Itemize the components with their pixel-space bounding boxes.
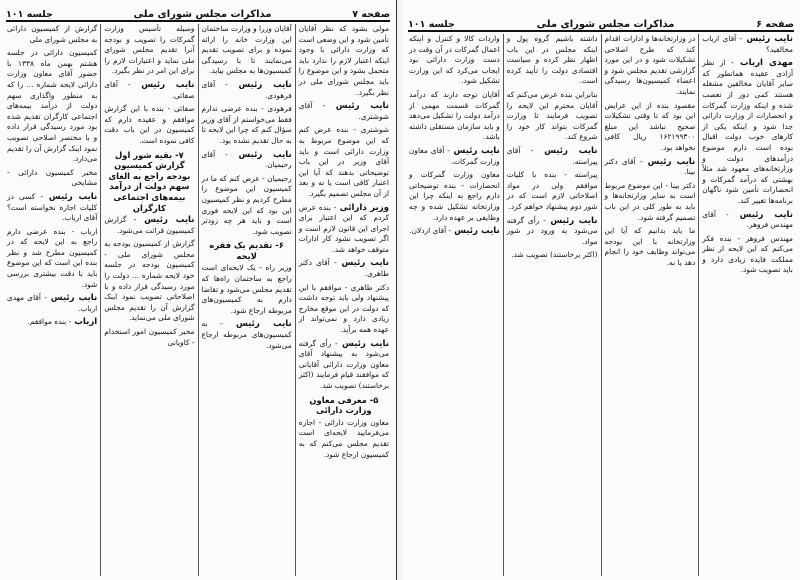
- paragraph-text: - آقای فرهودی.: [201, 79, 292, 100]
- paragraph: [104, 104, 194, 146]
- paragraph-text: شوشتری - بنده عرض کنم که این موضوع مربوط به وزارت دارائی است و باید آقای وزیر در این باب توضیحاتی بدهند که آیا این اعتبار کافی است یا نه و بعد از آن مجلس تصمیم بگیرد.: [298, 125, 389, 198]
- paragraph-text: رحیمیان - عرض کنم که ما در کمیسیون این موضوع را مطرح کردیم و نظر کمیسیون این بود که این لایحه فوری است و باید هر چه زودتر تصویب شود.: [201, 173, 292, 236]
- text-column: [4, 24, 100, 576]
- text-columns: [406, 34, 796, 576]
- section-heading: ۶- تقدیم یک فقره لایحه: [209, 240, 284, 261]
- text-column: [100, 24, 197, 576]
- paragraph-text: - به کمیسیون‌های مربوطه ارجاع می‌شود.: [201, 319, 292, 350]
- paragraph: [702, 34, 793, 55]
- paragraph-text: - آقای رحیمیان.: [201, 149, 292, 170]
- speaker-name: نایب رئیس: [325, 101, 389, 112]
- paragraph: [7, 293, 97, 314]
- paragraph-text: صفائی - بنده با این گزارش موافقم و عقیده دارم که کمیسیون در این باب دقت کافی نموده است.: [104, 104, 195, 145]
- paragraph-text: وسیله تأسیس وزارت گمرکات را تصویب و بودجه آنرا تقدیم مجلس شورای ملی نماید و اعتبارات لازم را برای این امر در نظر بگیرد.: [104, 24, 195, 76]
- paragraph-text: معاون وزارت گمرکات و انحصارات - بنده توضیحاتی دارم راجع به اینکه چرا این وزارتخانه تشکیل شده و چه وظایفی بر عهده دارد.: [409, 170, 500, 222]
- paragraph: [409, 146, 500, 167]
- paragraph-text: - آقای شوشتری.: [298, 101, 389, 121]
- paragraph: [507, 250, 598, 261]
- paragraph-text: گزارش از کمیسیون دارائی به مجلس شورای ملی: [7, 24, 98, 44]
- paragraph-text: ما باید بدانیم که آیا این وزارتخانه با این بودجه می‌تواند وظایف خود را انجام دهد یا نه.: [604, 226, 696, 267]
- text-column: [295, 24, 392, 576]
- speaker-name: نایب رئیس: [642, 156, 696, 167]
- page-header: [408, 14, 794, 32]
- page-number: صفحه ۷: [352, 9, 390, 20]
- paragraph: [299, 258, 389, 279]
- text-column: [698, 34, 796, 576]
- paragraph-text: داشته باشیم گروه پول و اینکه مجلس در این باب اظهار نظر کرده و سیاست اقتصادی دولت را تأیید کرده است.: [506, 34, 598, 86]
- speaker-name: نایب رئیس: [222, 319, 292, 330]
- paragraph: [409, 170, 500, 223]
- paragraph: [202, 263, 292, 316]
- paragraph-text: فرهودی - بنده عرضی ندارم فقط می‌خواستم از آقای وزیر سؤال کنم که چرا این لایحه تا به حال تقدیم نشده بود.: [201, 104, 292, 145]
- paragraph: [202, 24, 292, 77]
- paragraph-text: - آقای معاون وزارت گمرکات.: [409, 145, 500, 166]
- speaker-name: نایب رئیس: [43, 191, 98, 202]
- paragraph: [507, 146, 598, 167]
- speaker-name: نایب رئیس: [533, 145, 598, 156]
- paragraph-text: - بنده موافقم.: [27, 317, 72, 327]
- paragraph-text: - آقای اردلان.: [409, 226, 452, 236]
- paragraph-text: - آقای ارباب مخالفید؟: [702, 34, 793, 54]
- paragraph-text: مولی بشود که نظر آقایان تأمین شود و این وضعی است که وزارت دارائی با وجود اینکه اعتبار لازم را ندارد باید متحمل بشود و این موضوع را باید مجلس شورای ملی در نظر بگیرد.: [298, 24, 389, 97]
- paragraph: [7, 192, 97, 224]
- paragraph: [409, 226, 500, 237]
- paragraph-text: مقصود بنده از این عرایض این بود که تا وقتی تشکیلات صحیح نباشد این مبلغ ۱۶۲۱۹۹۳۰۰ ریال کافی نخواهد بود.: [604, 100, 696, 152]
- text-column: [503, 34, 601, 576]
- paragraph-text: واردات کالا و کنترل و اینکه اعمال گمرکات در آن وقت در دست وزارت دارائی بود ایجاب می‌کرد که این وزارت تشکیل شود.: [409, 34, 500, 86]
- page-title: مذاکرات مجلس شورای ملی: [536, 19, 675, 30]
- paragraph: [605, 157, 696, 178]
- paragraph: [702, 58, 793, 206]
- speaker-name: نایب رئیس: [46, 293, 98, 304]
- paragraph-text: در وزارتخانه‌ها و ادارات اقدام کند که طرح اصلاحی تشکیلات شود و در این مورد گزارشی تقدیم مجلس شود و اعضاء کمیسیون‌ها رسیدگی نمایند.: [604, 34, 696, 96]
- paragraph: [507, 90, 598, 143]
- paragraph-text: - آقای مهدی ارباب.: [7, 293, 98, 313]
- paragraph: [299, 203, 389, 256]
- paragraph-text: پیراسته - بنده با کلیات موافقم ولی در مواد اصلاحاتی لازم است که در شور دوم پیشنهاد خواهم کرد.: [506, 170, 598, 211]
- paragraph-text: وزیر راه - یک لایحه‌ای است راجع به ساختمان راه‌ها که تقدیم مجلس می‌شود و تقاضا دارم به کمیسیون‌های مربوطه ارجاع شود.: [201, 263, 292, 315]
- paragraph-text: بنابراین بنده عرض می‌کنم که آقایان محترم این لایحه را تصویب فرمایند تا وزارت گمرکات بتواند کار خود را شروع کند.: [506, 89, 598, 142]
- paragraph-text: آقایان توجه دارند که درآمد گمرکات قسمت مهمی از درآمد دولت را تشکیل می‌دهد و باید سازمان مستقلی داشته باشد.: [409, 89, 500, 142]
- paragraph-text: - آقای مهندس فروهر.: [702, 209, 793, 230]
- paragraph-text: دکتر طاهری - موافقم با این پیشنهاد ولی باید توجه داشت که دولت در این موقع مخارج زیادی دارد و نمی‌تواند از عهده همه برآید.: [298, 282, 389, 335]
- page-header: [6, 4, 390, 22]
- speaker-name: نایب رئیس: [742, 34, 793, 44]
- paragraph: [299, 125, 389, 199]
- paragraph: [202, 174, 292, 238]
- paragraph: [702, 210, 793, 231]
- paragraph: [202, 150, 292, 171]
- paragraph-text: - از نظر آزادی عقیده همانطور که سایر آقایان مخالفین مشغله هستند کمی دور از تعصب شده و اینکه وزارت گمرکات و انحصارات از وزارت دارائی جدا شود و اینکه یکی از کارهای خوب دولت اقبال بوده است دارم موضوع درآمدهای دولت و وزارتخانه‌های معهود شد مثلاً بهشتی که درآمد گمرکات و انحصارات تأمین شود ناگهان برنامه‌ها تغییر کند.: [702, 58, 793, 205]
- paragraph: [409, 34, 500, 87]
- paragraph-text: مخبر کمیسیون امور استخدام - کاویانی: [104, 327, 195, 347]
- paragraph: [605, 181, 696, 223]
- speaker-name: نایب رئیس: [545, 215, 598, 226]
- text-column: [198, 24, 295, 576]
- section-heading: ۵- معرفی معاون وزارت دارائی: [309, 394, 379, 416]
- paragraph-text: - آقای دکتر بینا.: [604, 156, 696, 177]
- paragraph-text: مخبر کمیسیون دارائی - مشایخی: [7, 167, 98, 188]
- paragraph: [104, 80, 194, 101]
- speaker-name: مهدی ارباب: [733, 58, 793, 69]
- speaker-name: وزیر دارائی: [336, 202, 389, 213]
- paragraph: [507, 34, 598, 87]
- paragraph: [299, 339, 389, 392]
- paragraph-text: ارباب - بنده عرضی دارم راجع به این لایحه که در کمیسیون مطرح شد و نظر بنده این است که این موضوع باید با دقت بیشتری بررسی شود.: [7, 226, 98, 289]
- speaker-name: ارباب: [71, 317, 98, 328]
- right-page: [402, 0, 800, 580]
- speaker-name: نایب رئیس: [130, 79, 195, 90]
- paragraph-text: - رأی گرفته می‌شود به ورود در شور مواد.: [506, 215, 598, 246]
- paragraph-text: (اکثر برخاستند) تصویب شد.: [511, 250, 598, 260]
- speaker-name: نایب رئیس: [451, 226, 500, 237]
- paragraph-text: - آقای دکتر طاهری.: [298, 258, 389, 279]
- speaker-name: نایب رئیس: [449, 145, 500, 156]
- paragraph-text: معاون وزارت دارائی - اجازه می‌فرمایید لایحه‌ای است تقدیم مجلس می‌کنم که به کمیسیون ارجاع شود.: [298, 417, 389, 459]
- speaker-name: نایب رئیس: [728, 209, 794, 220]
- paragraph: [202, 80, 292, 101]
- speaker-name: نایب رئیس: [337, 338, 389, 349]
- paragraph: [202, 319, 292, 351]
- text-column: [601, 34, 699, 576]
- left-page: [0, 0, 396, 580]
- paragraph: [7, 317, 97, 328]
- speaker-name: نایب رئیس: [227, 149, 292, 160]
- paragraph: [7, 227, 97, 291]
- paragraph: [7, 24, 97, 45]
- paragraph: [409, 90, 500, 143]
- paragraph-text: - رأی گرفته می‌شود به پیشنهاد آقای معاون وزارت دارائی آقایانی که موافقند قیام فرمایند (اکثر برخاستند) تصویب شد.: [298, 338, 389, 390]
- paragraph: [299, 418, 389, 460]
- paragraph: [104, 24, 194, 77]
- session-number: جلسه ۱۰۱: [408, 19, 455, 30]
- paragraph: [299, 101, 389, 122]
- paragraph: [299, 283, 389, 336]
- paragraph: [202, 104, 292, 146]
- paragraph: [605, 101, 696, 154]
- paragraph-text: - آقای صفائی.: [104, 79, 195, 100]
- paragraph: [299, 24, 389, 98]
- paragraph-text: - آقای پیراسته.: [506, 145, 598, 166]
- paragraph-text: دکتر بینا - این موضوع مربوط است به سایر وزارتخانه‌ها و باید به طور کلی در این باب تصمیم گرفته شود.: [604, 180, 696, 222]
- paragraph: [7, 48, 97, 165]
- paragraph-text: - گزارش کمیسیون قرائت می‌شود.: [104, 215, 195, 235]
- speaker-name: نایب رئیس: [136, 215, 195, 226]
- paragraph: [605, 226, 696, 268]
- paragraph: [702, 234, 793, 276]
- paragraph-text: گزارش از کمیسیون بودجه به مجلس شورای ملی - کمیسیون بودجه در جلسه خود لایحه شماره ... دولت را مورد رسیدگی قرار داده و با اصلاحاتی تصویب نمود اینک گزارش آن را تقدیم مجلس شورای ملی می‌نماید.: [104, 239, 195, 323]
- paragraph-text: - کسی در کلیات اجازه نخواسته است؟ آقای ارباب.: [7, 191, 98, 223]
- speaker-name: نایب رئیس: [336, 258, 390, 269]
- paragraph-text: آقایان وزرا و وزارت ساختمان این وزارت خانه را ارائه نموده و برای تصویب تقدیم می‌نمایند تا با رسیدگی کمیسیون‌ها به مجلس بیاید.: [201, 24, 292, 76]
- paragraph: [104, 215, 194, 236]
- paragraph: [7, 168, 97, 189]
- paragraph: [104, 327, 194, 348]
- session-number: جلسه ۱۰۱: [6, 9, 53, 20]
- text-columns: [4, 24, 392, 576]
- paragraph: [507, 216, 598, 248]
- paragraph-text: - بنده عرض کردم که این اعتبار برای اجرای این قانون لازم است و اگر تصویب نشود کار ادارات متوقف خواهد شد.: [298, 202, 389, 254]
- paragraph: [605, 34, 696, 98]
- speaker-name: نایب رئیس: [227, 79, 292, 90]
- paragraph-text: مهندس فروهر - بنده فکر می‌کنم که این لایحه از نظر مملکت فایده زیادی دارد و باید تصویب شود.: [702, 233, 793, 275]
- page-title: مذاکرات مجلس شورای ملی: [133, 9, 272, 20]
- text-column: [406, 34, 503, 576]
- paragraph: [507, 170, 598, 212]
- section-heading: ۷- بقیه شور اول گزارش کمیسیون بودجه راجع به الغای سهم دولت از درآمد بیمه‌های اجتماعی کارگران: [108, 149, 191, 213]
- page-number: صفحه ۶: [756, 19, 794, 30]
- paragraph: [104, 239, 194, 324]
- paragraph-text: کمیسیون دارائی در جلسه هشتم بهمن ماه ۱۳۳۸ با حضور آقای معاون وزارت دارائی لایحه شماره ... را که به منظور واگذاری سهم دولت از درآمد بیمه‌های اجتماعی کارگران تقدیم شده بود مورد رسیدگی قرار داده و با مختصر اصلاحی تصویب نمود اینک گزارش آن را تقدیم می‌دارد.: [7, 48, 98, 164]
